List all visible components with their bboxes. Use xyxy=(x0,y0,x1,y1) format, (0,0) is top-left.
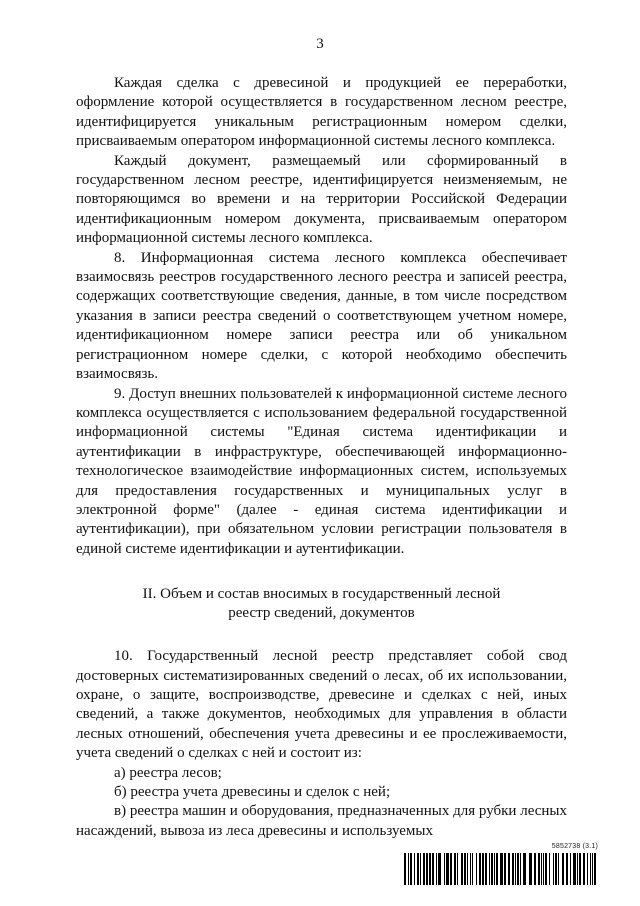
barcode-bar xyxy=(549,853,550,885)
section-heading-line-1: II. Объем и состав вносимых в государственный лесной xyxy=(142,586,501,603)
barcode-bar xyxy=(408,853,409,885)
section-heading-line-2: реестр сведений, документов xyxy=(228,605,415,622)
barcode-bar xyxy=(454,853,456,885)
barcode-bar xyxy=(464,853,466,885)
barcode-id-text: 5852738 (3.1) xyxy=(551,843,598,850)
document-body xyxy=(76,74,567,841)
barcode-bar xyxy=(444,853,445,885)
barcode-bar xyxy=(583,853,585,885)
barcode-bar xyxy=(479,853,481,885)
barcode-bar xyxy=(515,853,516,885)
barcode-bar xyxy=(457,853,458,885)
barcode-bar xyxy=(594,853,596,885)
barcode-bar xyxy=(423,853,425,885)
barcode-bar xyxy=(436,853,437,885)
barcode-bar xyxy=(432,853,434,885)
barcode-bar xyxy=(508,853,510,885)
barcode-bar xyxy=(461,853,463,885)
barcode-bar xyxy=(450,853,452,885)
barcode-bar xyxy=(590,853,591,885)
barcode-bar xyxy=(555,853,557,885)
barcode-bar xyxy=(538,853,540,885)
paragraph-item-9: 9. Доступ внешних пользователей к информационной системе лесного комплекса осуществляется с использованием федеральной государственной информационной системы "Единая система идентификации и аутентификации в инфраструктуре, обеспечивающей информационно-технологическое взаимодействие информационных систем, используемых для предоставления государственных и муниципальных услуг в электронной форме" (далее - единая система идентификации и аутентификации), при обязательном условии регистрации пользователя в единой системе идентификации и аутентификации. xyxy=(76,385,567,557)
barcode-bar xyxy=(446,853,449,885)
barcode-bar xyxy=(592,853,593,885)
barcode-bar xyxy=(577,853,578,885)
barcode-bar xyxy=(494,853,495,885)
barcode-bar xyxy=(500,853,503,885)
barcode-bar xyxy=(489,853,490,885)
section-heading xyxy=(76,585,567,623)
barcode-bar xyxy=(529,853,532,885)
barcode-bar xyxy=(566,853,568,885)
barcode-bar xyxy=(587,853,588,885)
barcode-bar xyxy=(410,853,412,885)
barcode-bar xyxy=(562,853,564,885)
barcode-icon xyxy=(404,853,598,885)
barcode-bar xyxy=(438,853,441,885)
barcode-bar xyxy=(426,853,428,885)
barcode-bar xyxy=(534,853,536,885)
barcode-bar xyxy=(570,853,571,885)
barcode-bar xyxy=(545,853,547,885)
barcode-bar xyxy=(414,853,415,885)
barcode-bar xyxy=(472,853,473,885)
list-item-a: а) реестра лесов; xyxy=(114,764,222,781)
barcode-bar xyxy=(541,853,542,885)
barcode-bar xyxy=(512,853,514,885)
barcode-bar xyxy=(482,853,484,885)
barcode-bar xyxy=(573,853,576,885)
page-number: 3 xyxy=(316,36,324,52)
barcode-bar xyxy=(485,853,487,885)
barcode-bar xyxy=(417,853,419,885)
list-item-b: б) реестра учета древесины и сделок с ней; xyxy=(114,784,391,800)
barcode-bar xyxy=(420,853,421,885)
paragraph-item-8: 8. Информационная система лесного комплекса обеспечивает взаимосвязь реестров государственного лесного реестра и записей реестра, содержащих соответствующие сведения, данные, в том числе посредством указания в записи реестра сведений о соответствующем учетном номере, идентификационном номере записи реестра или об уникальном регистрационном номере сделки, с которой необходимо обеспечить взаимосвязь. xyxy=(76,249,567,383)
barcode-bar xyxy=(517,853,519,885)
barcode-bar xyxy=(429,853,431,885)
barcode-bar xyxy=(579,853,581,885)
barcode-bar xyxy=(491,853,493,885)
barcode-bar xyxy=(523,853,526,885)
barcode xyxy=(404,843,598,887)
barcode-bar xyxy=(467,853,468,885)
barcode-bar xyxy=(543,853,544,885)
barcode-bar xyxy=(476,853,477,885)
barcode-bar xyxy=(558,853,559,885)
barcode-bar xyxy=(520,853,521,885)
barcode-bar xyxy=(470,853,471,885)
paragraph-item-10: 10. Государственный лесной реестр представляет собой свод достоверных систематизированных сведений о лесах, об их использовании, охране, о защите, воспроизводстве, древесине и сделках с ней, иных сведений, а также документов, необходимых для управления в области лесных отношений, обеспечения учета древесины и ее прослеживаемости, учета сведений о сделках с ней и состоит из: xyxy=(76,648,567,762)
paragraph-document-identification: Каждый документ, размещаемый или сформированный в государственном лесном реестре, идентифицируется неизменяемым, не повторяющимся во времени и на территории Российской Федерации идентификационным номером документа, присваиваемым оператором информационной системы лесного комплекса. xyxy=(76,152,567,247)
barcode-bar xyxy=(553,853,554,885)
barcode-bar xyxy=(496,853,498,885)
paragraph-deal-identification: Каждая сделка с древесиной и продукцией ее переработки, оформление которой осуществляется в государственном лесном реестре, идентифицируется уникальным регистрационным номером сделки, присваиваемым оператором информационной системы лесного комплекса. xyxy=(76,75,567,150)
barcode-bar xyxy=(504,853,506,885)
barcode-bar xyxy=(404,853,406,885)
list-item-v: в) реестра машин и оборудования, предназначенных для рубки лесных насаждений, вывоза из леса древесины и используемых xyxy=(76,803,567,839)
